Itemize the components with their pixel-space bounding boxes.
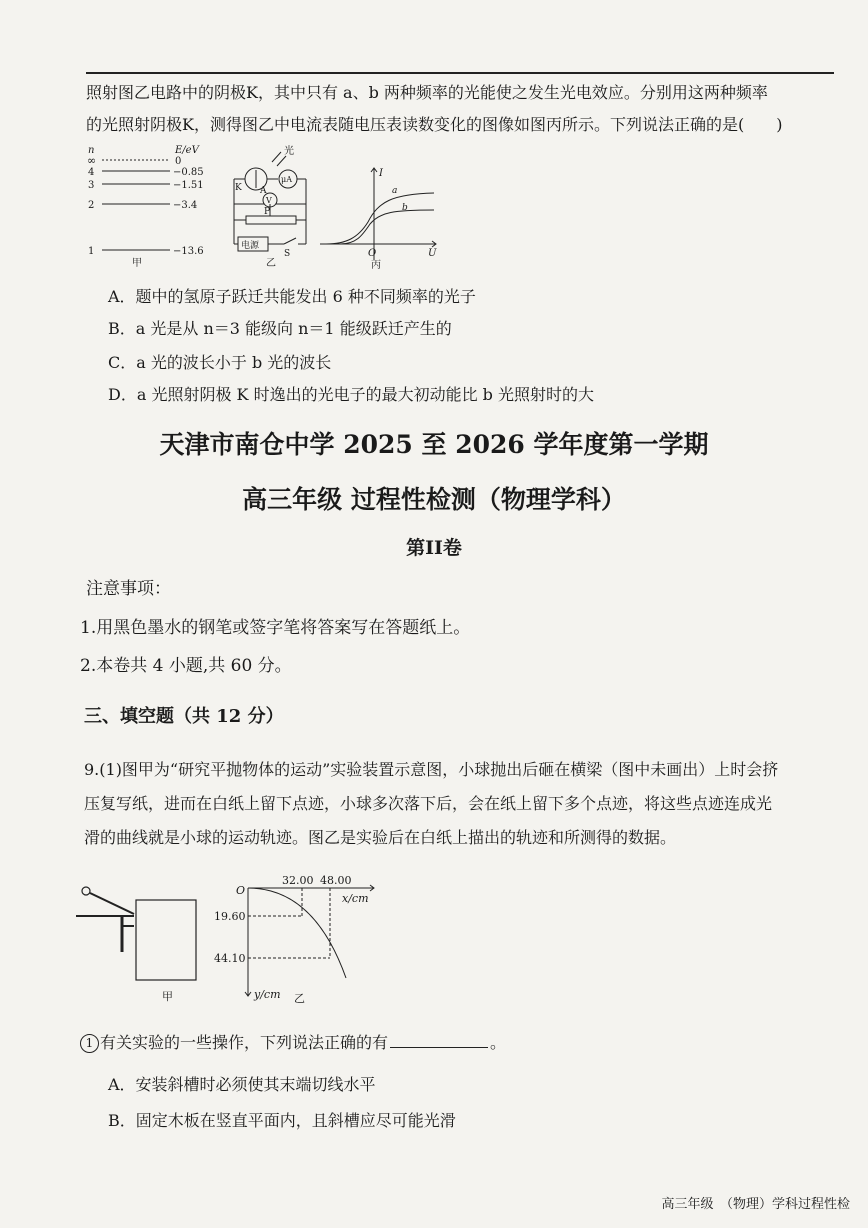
energy-caption: 甲: [132, 258, 142, 269]
apparatus-diagram: [76, 880, 206, 1006]
circuit-caption: 乙: [266, 258, 276, 269]
svg-text:1: 1: [88, 246, 95, 257]
q8-option-b: B．a 光是从 n＝3 能级向 n＝1 能级跃迁产生的: [108, 319, 452, 338]
q9-sub1: [80, 1030, 506, 1053]
sub1-number: 1: [80, 1034, 99, 1053]
notes-item-2: 2.本卷共 4 小题,共 60 分。: [80, 656, 292, 676]
photoelectric-circuit: [226, 142, 326, 270]
curve-b-label: b: [402, 203, 408, 213]
answer-blank[interactable]: [390, 1033, 488, 1048]
trajectory-plot: [214, 870, 384, 1010]
energy-level-3: [88, 180, 204, 191]
q8-option-c: C．a 光的波长小于 b 光的波长: [108, 353, 332, 372]
y-tick-2: 44.10: [214, 952, 246, 965]
q9-option-a: A．安装斜槽时必须使其末端切线水平: [108, 1075, 376, 1094]
graph-i-label: I: [379, 168, 383, 179]
graph-u-label: U: [428, 248, 437, 259]
section-heading: 三、填空题（共 12 分）: [84, 706, 284, 727]
energy-n-label: n: [88, 145, 95, 156]
sub1-end: 。: [490, 1033, 507, 1052]
volume-label: 第II卷: [406, 537, 462, 559]
page-footer: 高三年级 （物理）学科过程性检: [661, 1197, 850, 1212]
energy-e-label: E/eV: [175, 145, 199, 156]
cathode-k-label: K: [235, 183, 242, 193]
light-label: 光: [284, 146, 294, 157]
graph-origin-label: O: [368, 248, 377, 259]
trajectory-curve: [248, 888, 346, 978]
curve-b: [340, 210, 434, 244]
notes-heading: 注意事项：: [86, 579, 171, 599]
energy-level-2: [88, 200, 197, 211]
energy-level-1: [88, 246, 204, 257]
ammeter-label: μA: [281, 175, 292, 184]
power-source-label: 电源: [241, 241, 260, 251]
switch-s-label: S: [284, 249, 291, 259]
q8-stem-line1: 照射图乙电路中的阴极K，其中只有 a、b 两种频率的光能使之发生光电效应。分别用这两种频率: [86, 83, 768, 102]
slider-p-label: P: [264, 207, 271, 217]
x-tick-1: 32.00: [282, 874, 314, 887]
voltmeter-label: V: [266, 196, 272, 205]
q8-stem-line2: 的光照射阴极K，测得图乙中电流表随电压表读数变化的图像如图丙所示。下列说法正确的是( ): [86, 115, 783, 134]
sub1-text: 有关实验的一些操作，下列说法正确的有: [100, 1033, 389, 1052]
energy-level-4: [88, 167, 204, 178]
energy-level-diagram: [82, 140, 222, 270]
current-voltage-graph: [316, 160, 442, 272]
q9-option-b: B．固定木板在竖直平面内，且斜槽应尽可能光滑: [108, 1111, 456, 1130]
x-tick-2: 48.00: [320, 874, 352, 887]
svg-text:2: 2: [88, 200, 95, 211]
graph-caption: 丙: [371, 260, 381, 271]
notes-item-1: 1.用黑色墨水的钢笔或签字笔将答案写在答题纸上。: [80, 618, 471, 638]
svg-text:−3.4: −3.4: [173, 200, 198, 211]
svg-text:−13.6: −13.6: [173, 246, 204, 257]
trajectory-caption: 乙: [294, 992, 305, 1005]
svg-text:−0.85: −0.85: [173, 167, 204, 178]
y-axis-label: y/cm: [254, 988, 281, 1001]
q9-line1: 9.(1)图甲为“研究平抛物体的运动”实验装置示意图，小球抛出后砸在横梁（图中未画出）上时会挤: [84, 760, 779, 779]
x-axis-label: x/cm: [342, 892, 369, 905]
svg-text:0: 0: [175, 156, 182, 167]
energy-level-inf: [87, 154, 181, 167]
anode-a-label: A: [260, 186, 267, 196]
svg-text:4: 4: [88, 167, 95, 178]
q9-line3: 滑的曲线就是小球的运动轨迹。图乙是实验后在白纸上描出的轨迹和所测得的数据。: [84, 828, 677, 847]
svg-text:∞: ∞: [87, 154, 97, 167]
svg-text:−1.51: −1.51: [173, 180, 204, 191]
svg-text:3: 3: [88, 180, 95, 191]
q8-option-d: D．a 光照射阴极 K 时逸出的光电子的最大初动能比 b 光照射时的大: [108, 385, 594, 404]
exam-title: 天津市南仓中学 2025 至 2026 学年度第一学期: [159, 430, 709, 459]
exam-subtitle: 高三年级 过程性检测（物理学科）: [242, 485, 626, 514]
trajectory-origin: O: [236, 884, 246, 897]
curve-a-label: a: [392, 186, 398, 196]
curve-a: [326, 193, 434, 244]
q8-option-a: A．题中的氢原子跃迁共能发出 6 种不同频率的光子: [108, 287, 476, 306]
apparatus-caption: 甲: [162, 990, 173, 1003]
top-rule: [86, 72, 834, 74]
y-tick-1: 19.60: [214, 910, 246, 923]
q9-line2: 压复写纸，进而在白纸上留下点迹，小球多次落下后，会在纸上留下多个点迹，将这些点迹连成光: [84, 794, 773, 813]
